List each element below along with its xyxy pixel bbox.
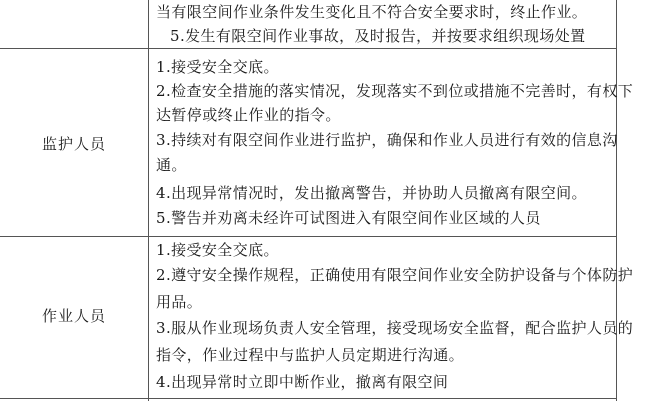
duty-line: 通。 [156,156,187,174]
row-divider [0,236,617,237]
column-divider [148,0,149,401]
duty-line: 5.发生有限空间作业事故，及时报告，并按要求组织现场处置 [170,27,586,45]
duty-line: 5.警告并劝离未经许可试图进入有限空间作业区域的人员 [156,209,541,227]
row-divider [0,398,617,399]
duty-line: 1.接受安全交底。 [156,58,279,76]
row-divider [0,48,617,49]
duty-line: 当有限空间作业条件发生变化且不符合安全要求时，终止作业。 [156,3,588,21]
duty-line: 1.接受安全交底。 [156,241,279,259]
duty-line: 3.服从作业现场负责人安全管理，接受现场安全监督，配合监护人员的 [156,319,634,337]
table-right-border [616,0,617,401]
role-guardian: 监护人员 [41,135,106,153]
duty-line: 用品。 [156,293,203,311]
duty-line: 达暂停或终止作业的指令。 [156,106,341,124]
duty-line: 4.出现异常情况时，发出撤离警告，并协助人员撤离有限空间。 [156,184,587,202]
duty-line: 4.出现异常时立即中断作业，撤离有限空间 [156,373,449,391]
duty-line: 2.检查安全措施的落实情况，发现落实不到位或措施不完善时，有权下 [156,82,634,100]
duty-line: 指令，作业过程中与监护人员定期进行沟通。 [156,346,465,364]
duty-line: 3.持续对有限空间作业进行监护，确保和作业人员进行有效的信息沟 [156,131,618,149]
role-worker: 作业人员 [41,307,106,325]
duty-line: 2.遵守安全操作规程，正确使用有限空间作业安全防护设备与个体防护 [156,266,634,284]
